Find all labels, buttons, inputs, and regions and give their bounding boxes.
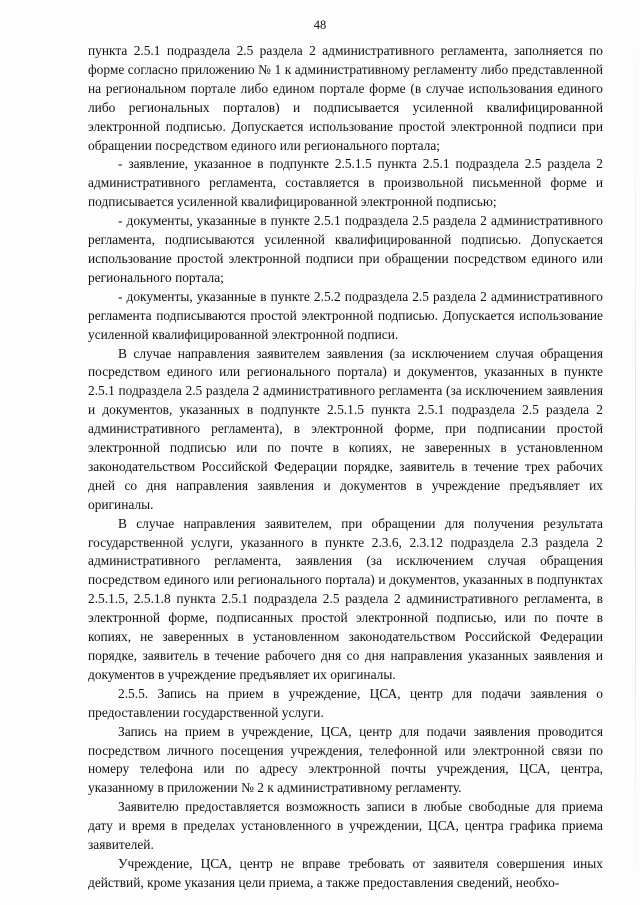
paragraph-list-item-documents-2-5-2: - документы, указанные в пункте 2.5.2 подраздела 2.5 раздела 2 административного регламента подписываются простой электронной подписью. Допускается использование усиленной квалифицированной электронной подписи. — [88, 288, 603, 342]
paragraph-electronic-submission: В случае направления заявителем заявления (за исключением случая обращения посредством единого или регионального портала) и документов, указанных в пункте 2.5.1 подраздела 2.5 раздела 2 административного регламента (за исключением заявления и документов, указанных в подпункте 2.5.1.5 пункта 2.5.1 подраздела 2.5 раздела 2 административного регламента), в электронной форме, при подписании простой электронной подписью или по почте в копиях, не заверенных в установленном законодательством Российской Федерации порядке, заявитель в течение трех рабочих дней со дня направления заявления и документов в учреждение предъявляет их оригиналы. — [88, 345, 603, 512]
scan-edge-shadow — [635, 0, 636, 905]
paragraph-appointment-slots: Заявителю предоставляется возможность записи в любые свободные для приема дату и время в пределах установленного в учреждении, ЦСА, центра графика приема заявителей. — [88, 799, 603, 853]
paragraph-result-submission: В случае направления заявителем, при обращении для получения результата государственной услуги, указанного в пункте 2.3.6, 2.3.12 подраздела 2.3 раздела 2 административного регламента, заявления (за исключением случая обращения посредством единого или регионального портала) и документов, указанных в подпунктах 2.5.1.5, 2.5.1.8 пункта 2.5.1 подраздела 2.5 раздела 2 административного регламента, в электронной форме, подписанных простой электронной подписью, или по почте в копиях, не заверенных в установленном законодательством Российской Федерации порядке, заявитель в течение рабочего дня со дня направления указанных заявления и документов в учреждение предъявляет их оригиналы. — [88, 515, 603, 682]
paragraph-section-2-5-5: 2.5.5. Запись на прием в учреждение, ЦСА, центр для подачи заявления о предоставлении государственной услуги. — [88, 685, 603, 720]
paragraph-list-item-application: - заявление, указанное в подпункте 2.5.1.5 пункта 2.5.1 подраздела 2.5 раздела 2 административного регламента, составляется в произвольной письменной форме и подписывается усиленной квалифицированной электронной подписью; — [88, 156, 603, 210]
paragraph-restrictions: Учреждение, ЦСА, центр не вправе требовать от заявителя совершения иных действий, кроме указания цели приема, а также предоставления сведений, необхо- — [88, 855, 603, 890]
document-body — [88, 42, 603, 893]
page-number: 48 — [313, 18, 327, 32]
paragraph-continuation: пункта 2.5.1 подраздела 2.5 раздела 2 административного регламента, заполняется по форме согласно приложению № 1 к административному регламенту либо представленной на региональном портале либо едином портале форме (в случае использования единого либо региональных порталов) и подписывается усиленной квалифицированной электронной подписью. Допускается использование простой электронной подписи при обращении посредством единого или регионального портала; — [88, 43, 603, 153]
paragraph-list-item-documents-2-5-1: - документы, указанные в пункте 2.5.1 подраздела 2.5 раздела 2 административного регламента, подписываются усиленной квалифицированной подписью. Допускается использование простой электронной подписи при обращении посредством единого или регионального портала; — [88, 213, 603, 285]
paragraph-appointment-methods: Запись на прием в учреждение, ЦСА, центр для подачи заявления проводится посредством личного посещения учреждения, телефонной или электронной связи по номеру телефона или по адресу электронной почты учреждения, ЦСА, центра, указанному в приложении № 2 к административному регламенту. — [88, 723, 603, 796]
